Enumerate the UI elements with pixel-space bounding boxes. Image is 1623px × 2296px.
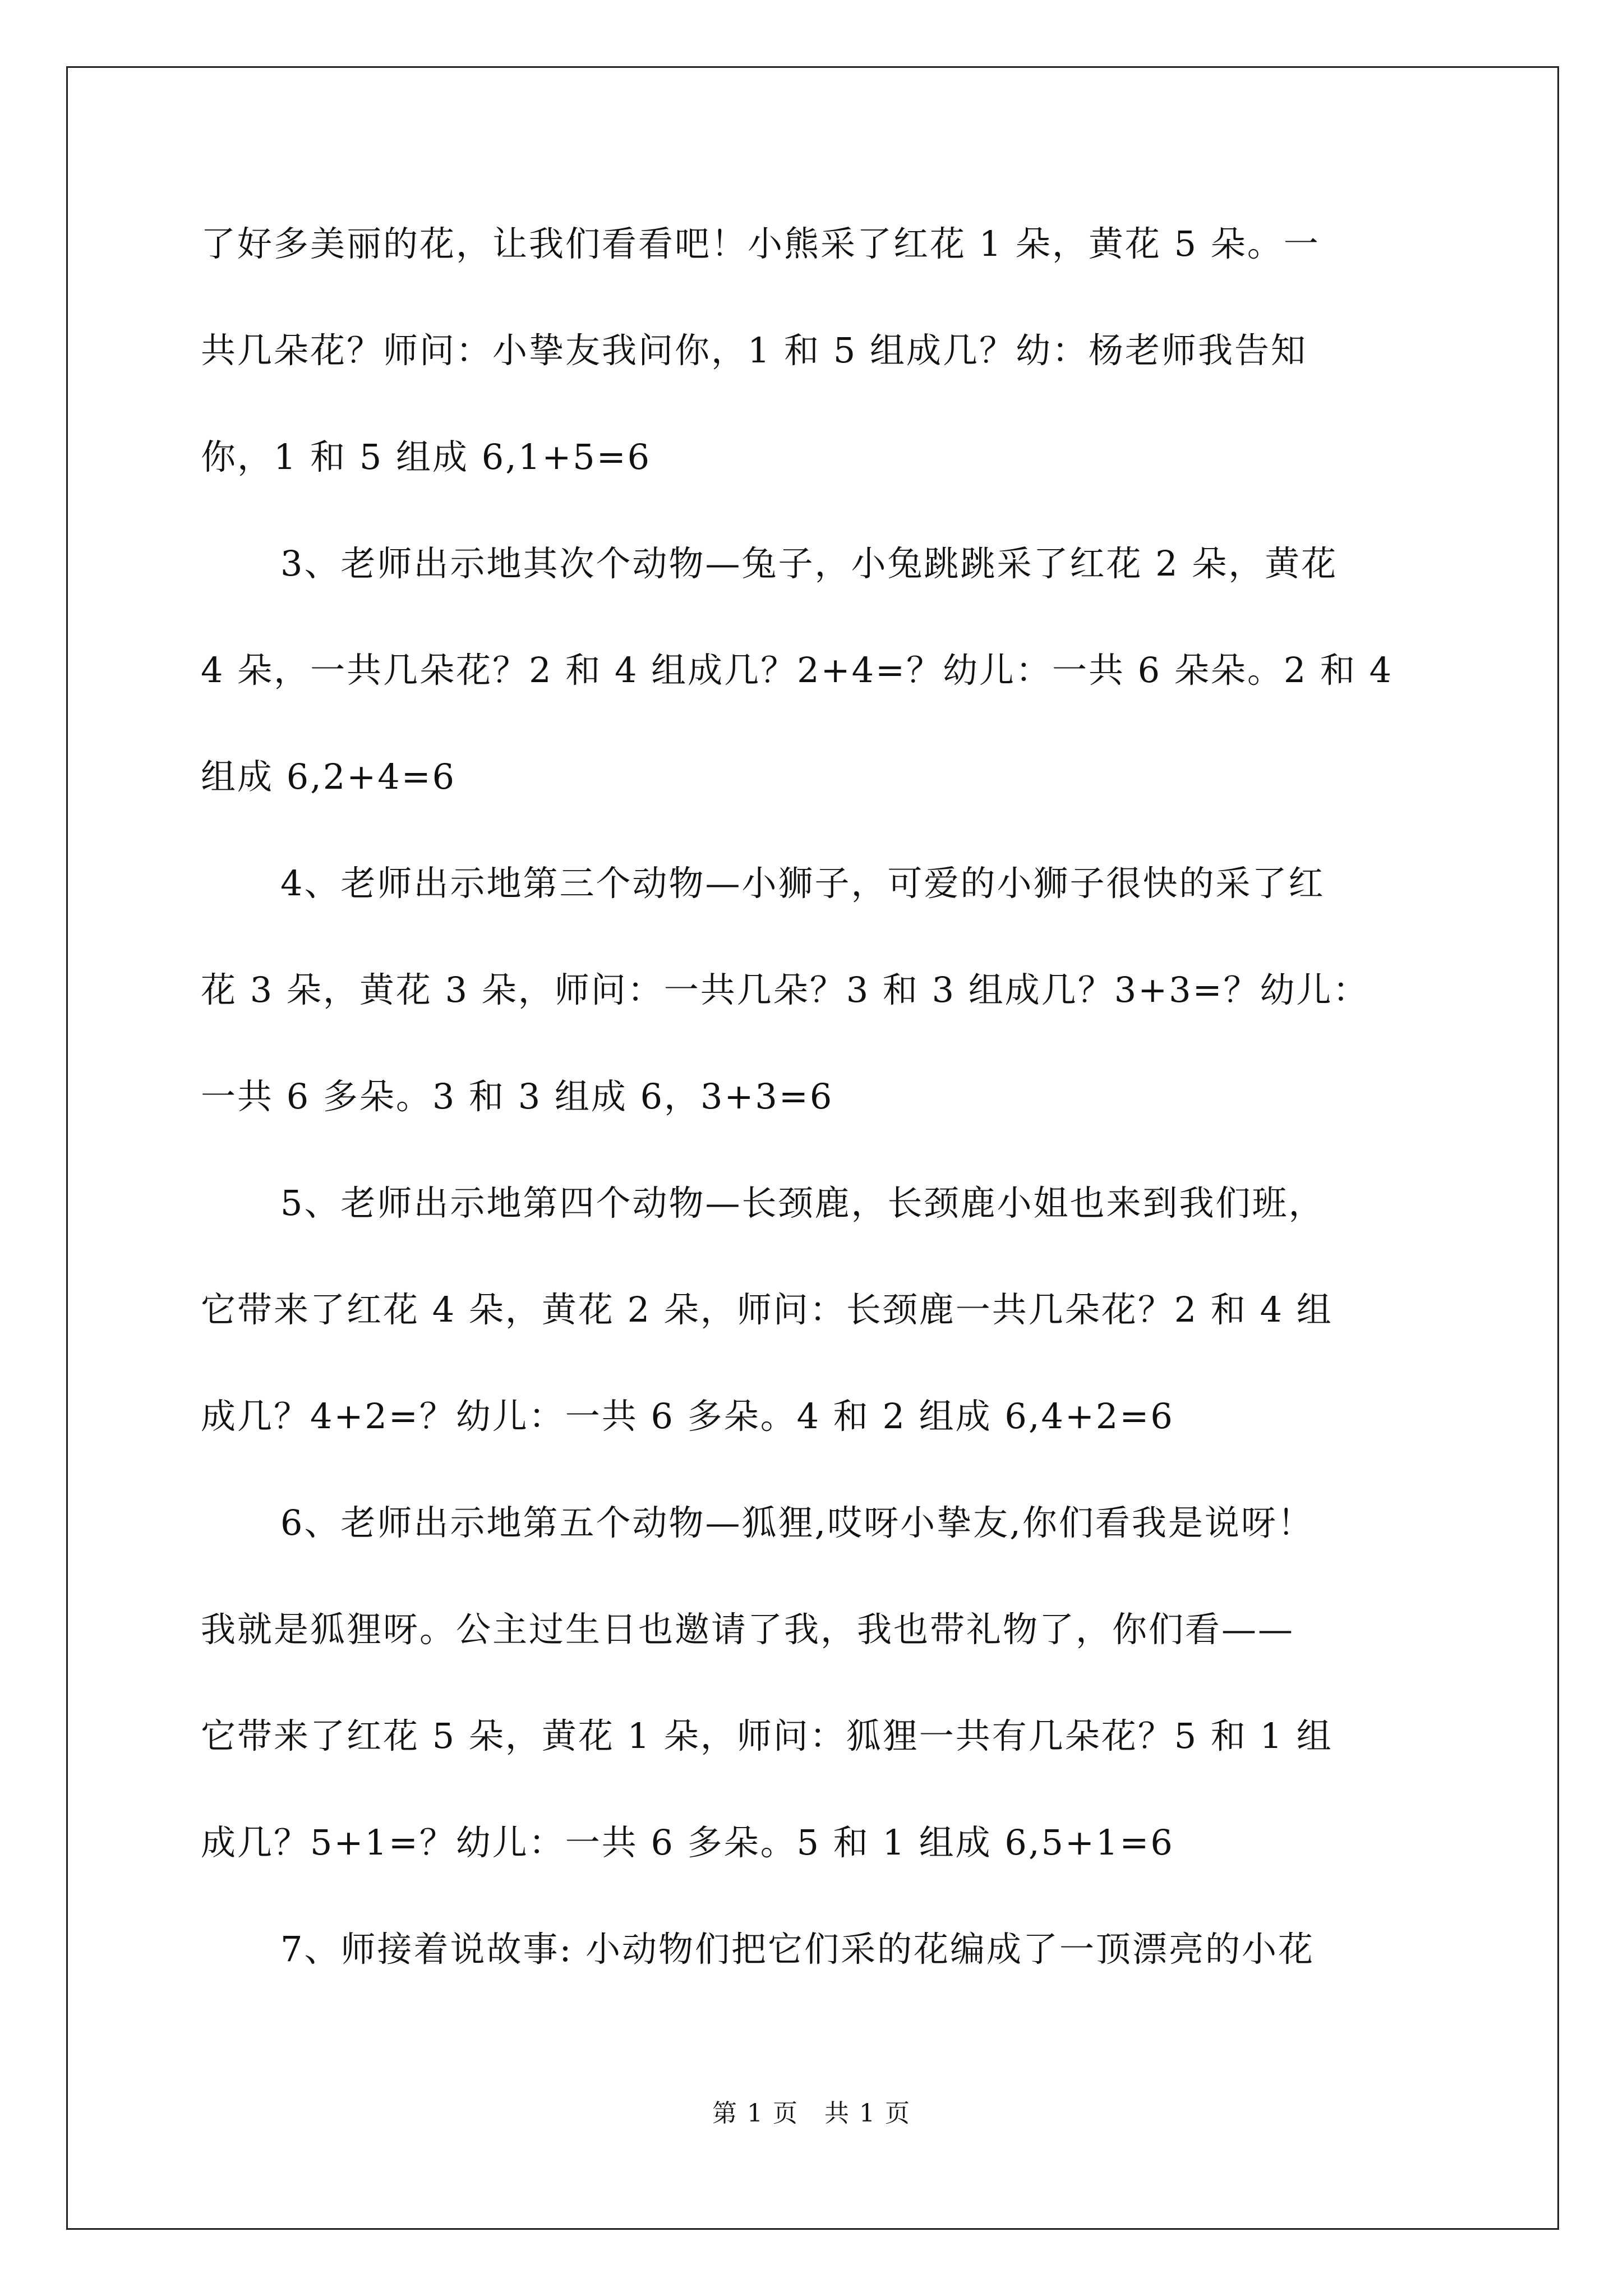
text-line: 共几朵花？师问：小挚友我问你，1 和 5 组成几？幼：杨老师我告知 xyxy=(201,330,1308,371)
text-line: 你，1 和 5 组成 6,1+5=6 xyxy=(201,436,652,477)
text-line: 一共 6 多朵。3 和 3 组成 6，3+3=6 xyxy=(201,1076,834,1117)
page-border xyxy=(66,66,1559,2230)
paragraph-start-line: 6、老师出示地第五个动物—狐狸,哎呀小挚友,你们看我是说呀！ xyxy=(280,1502,1314,1543)
text-line: 花 3 朵，黄花 3 朵，师问：一共几朵？3 和 3 组成几？3+3=？幼儿： xyxy=(201,969,1370,1010)
paragraph-start-line: 7、师接着说故事: 小动物们把它们采的花编成了一顶漂亮的小花 xyxy=(280,1929,1315,1970)
text-line: 成几？4+2=？幼儿：一共 6 多朵。4 和 2 组成 6,4+2=6 xyxy=(201,1396,1174,1437)
text-line: 它带来了红花 4 朵，黄花 2 朵，师问：长颈鹿一共几朵花？2 和 4 组 xyxy=(201,1289,1333,1330)
page-footer: 第 1 页 共 1 页 xyxy=(712,2099,911,2128)
paragraph-start-line: 5、老师出示地第四个动物—长颈鹿，长颈鹿小姐也来到我们班， xyxy=(280,1182,1325,1223)
text-line: 成几？5+1=？幼儿：一共 6 多朵。5 和 1 组成 6,5+1=6 xyxy=(201,1822,1174,1863)
text-line: 组成 6,2+4=6 xyxy=(201,756,457,797)
paragraph-start-line: 3、老师出示地其次个动物—兔子，小兔跳跳采了红花 2 朵，黄花 xyxy=(280,543,1338,584)
text-line: 它带来了红花 5 朵，黄花 1 朵，师问：狐狸一共有几朵花？5 和 1 组 xyxy=(201,1715,1333,1756)
paragraph-start-line: 4、老师出示地第三个动物—小狮子，可爱的小狮子很快的采了红 xyxy=(280,863,1325,904)
text-line: 了好多美丽的花，让我们看看吧！小熊采了红花 1 朵，黄花 5 朵。一 xyxy=(201,223,1320,264)
text-line: 我就是狐狸呀。公主过生日也邀请了我，我也带礼物了，你们看—— xyxy=(201,1609,1295,1650)
text-line: 4 朵，一共几朵花？2 和 4 组成几？2+4=？幼儿：一共 6 朵朵。2 和 4 xyxy=(201,650,1394,691)
